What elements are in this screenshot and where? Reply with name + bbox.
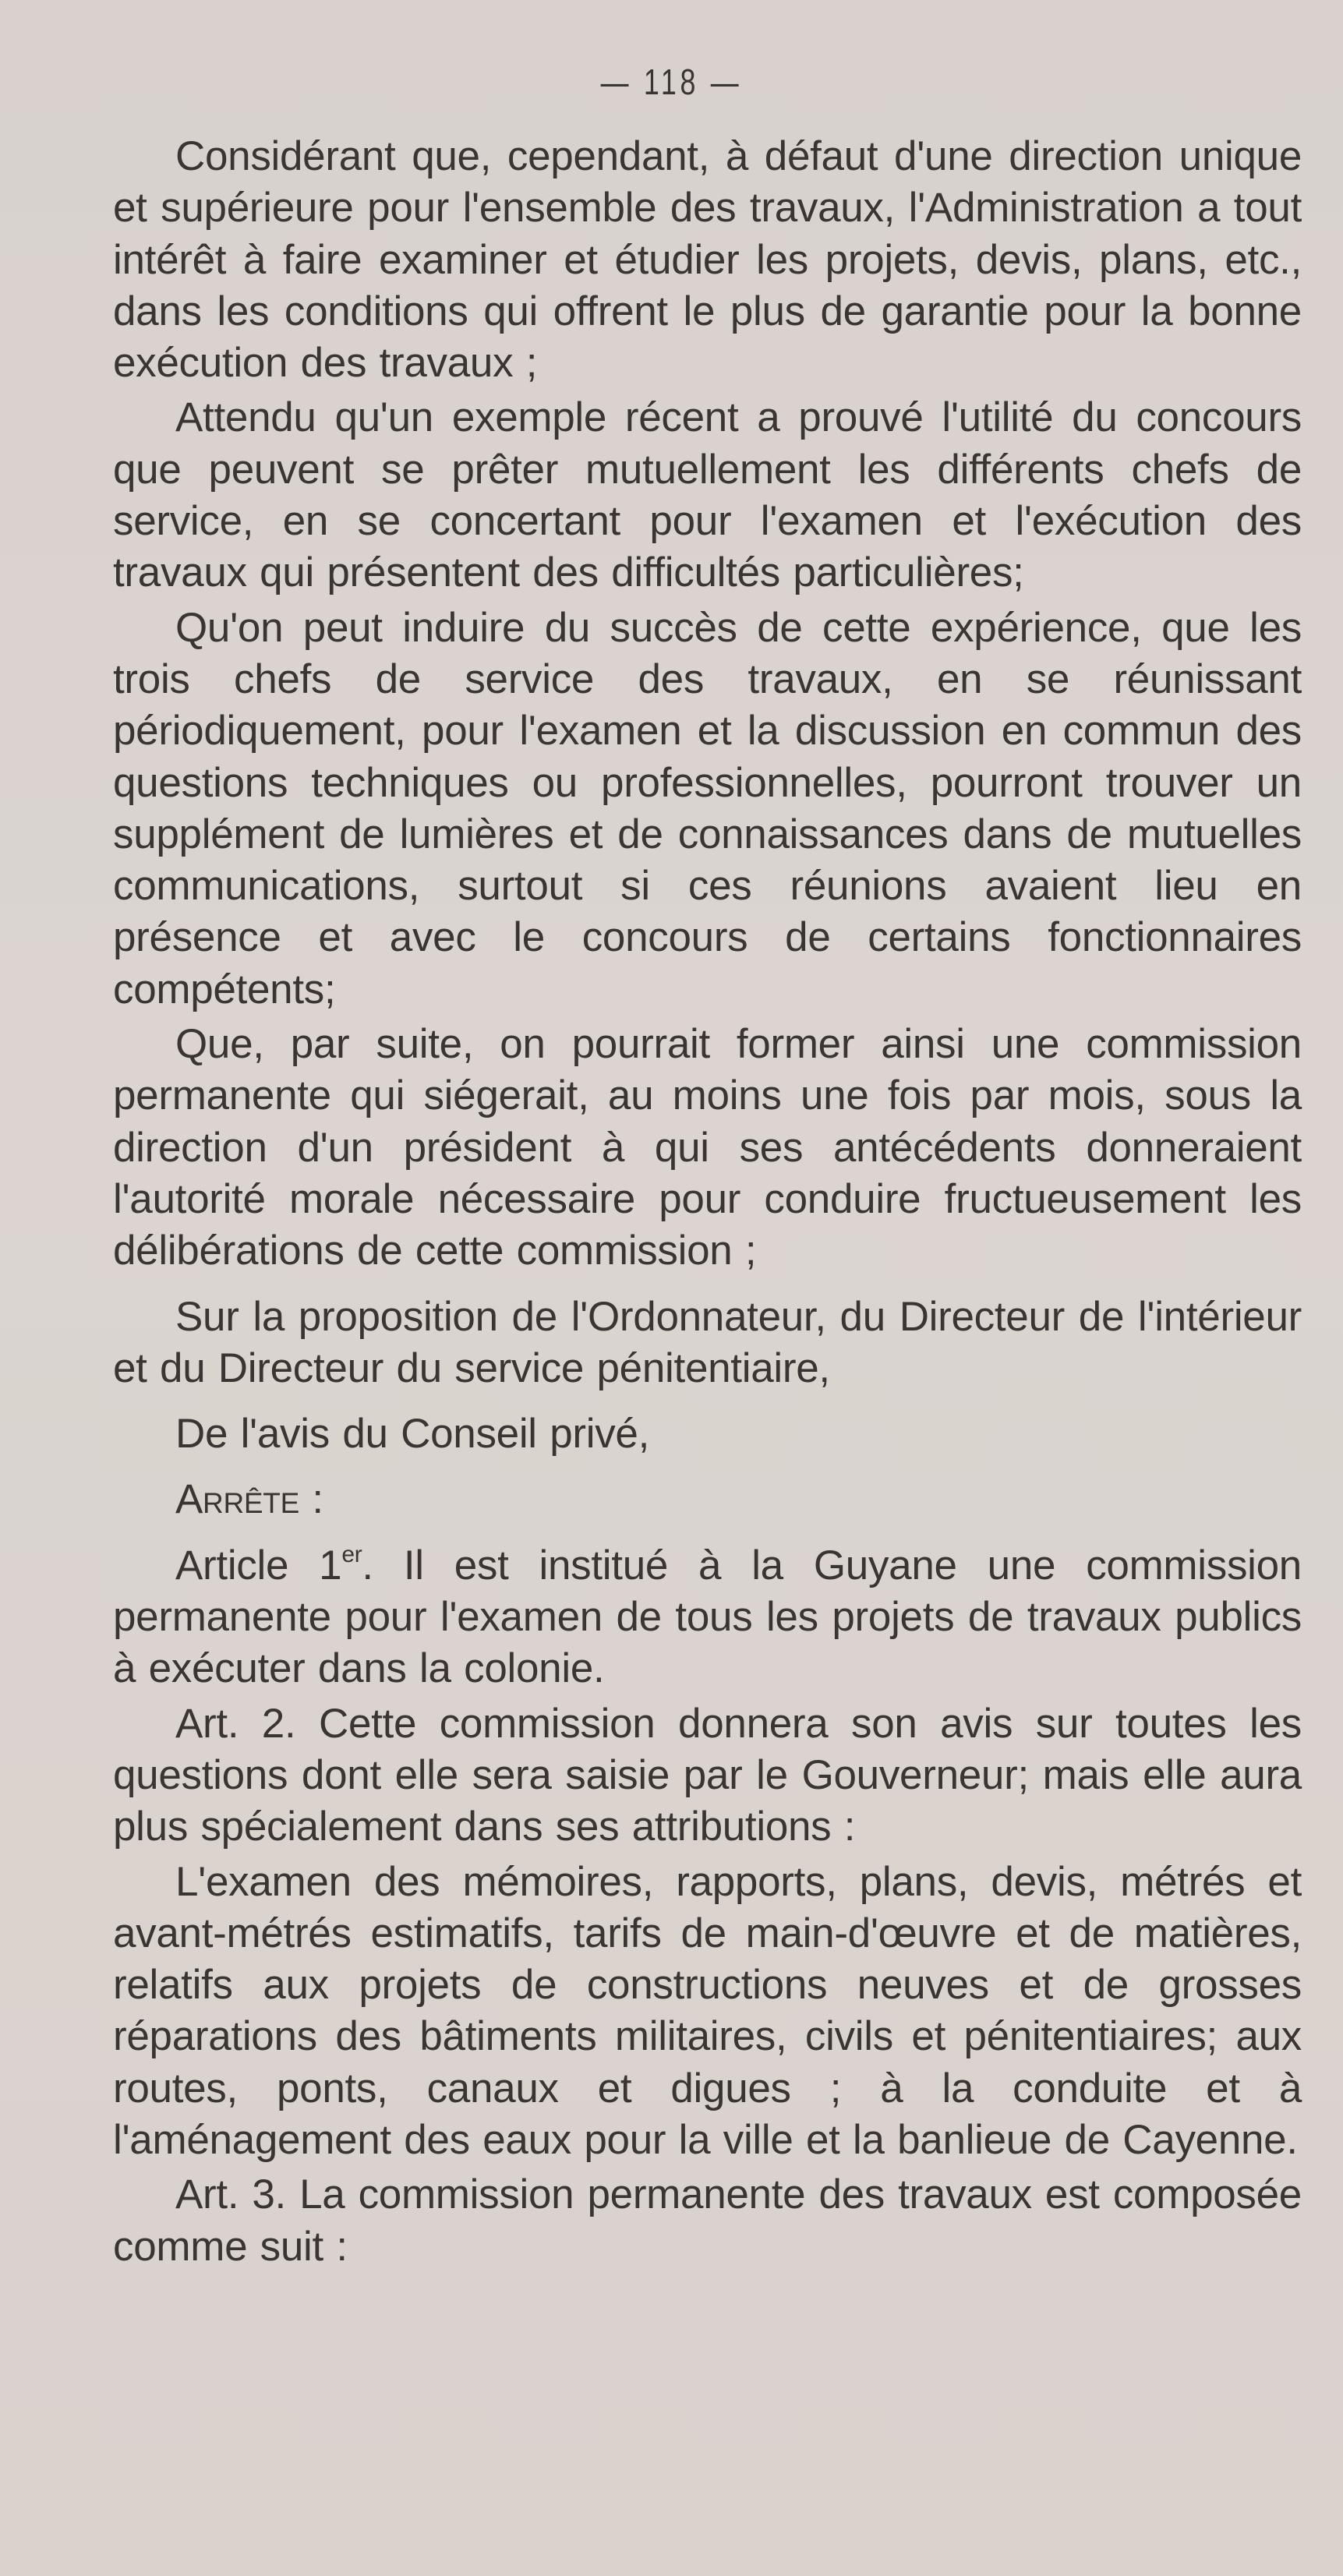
article-1-text: . Il est institué à la Guyane une commission permanente pour l'examen de tous les projets de travaux publics à exécuter dans la colonie. bbox=[113, 1542, 1302, 1692]
paragraph-examen: L'examen des mémoires, rapports, plans, devis, métrés et avant-métrés estimatifs, tarifs de main-d'œuvre et de matières, relatifs aux projets de constructions neuves et de grosses réparations des bâtiments militaires, civils et pénitentiaires; aux routes, ponts, canaux et digues ; à la conduite et à l'aménagement des eaux pour la ville et la banlieue de Cayenne. bbox=[113, 1858, 1302, 2163]
article-2: Art. 2. Cette commission donnera son avis sur toutes les questions dont elle sera saisie par le Gouverneur; mais elle aura plus spécialement dans ses attributions : bbox=[113, 1700, 1302, 1850]
article-1 bbox=[113, 1540, 1302, 1695]
heading-arrete: Arrête : bbox=[175, 1476, 323, 1523]
article-1-label: Article 1 bbox=[175, 1542, 342, 1588]
paragraph-induire: Qu'on peut induire du succès de cette expérience, que les trois chefs de service des travaux, en se réunissant périodiquement, pour l'examen et la discussion en commun des questions techniques ou professionnelles, pourront trouver un supplément de lumières et de connaissances dans de mutuelles communications, surtout si ces réunions avaient lieu en présence et avec le concours de certains fonctionnaires compétents; bbox=[113, 604, 1302, 1012]
paragraph-proposition: Sur la proposition de l'Ordonnateur, du Directeur de l'intérieur et du Directeur du service pénitentiaire, bbox=[113, 1293, 1302, 1391]
article-3: Art. 3. La commission permanente des travaux est composée comme suit : bbox=[113, 2171, 1302, 2270]
paragraph-attendu: Attendu qu'un exemple récent a prouvé l'utilité du concours que peuvent se prêter mutuellement les différents chefs de service, en se concertant pour l'examen et l'exécution des travaux qui présentent des difficultés particulières; bbox=[113, 394, 1302, 596]
paragraph-avis-conseil: De l'avis du Conseil privé, bbox=[175, 1411, 650, 1458]
page-number: — 118 — bbox=[600, 62, 743, 102]
document-body bbox=[113, 131, 1302, 2273]
paragraph-commission-permanente: Que, par suite, on pourrait former ainsi une commission permanente qui siégerait, au moins une fois par mois, sous la direction d'un président à qui ses antécédents donneraient l'autorité morale nécessaire pour conduire fructueusement les délibérations de cette commission ; bbox=[113, 1021, 1302, 1274]
article-1-superscript: er bbox=[341, 1541, 362, 1567]
paragraph-considerant: Considérant que, cependant, à défaut d'une direction unique et supérieure pour l'ensemble des travaux, l'Administration a tout intérêt à faire examiner et étudier les projets, devis, plans, etc., dans les conditions qui offrent le plus de garantie pour la bonne exécution des travaux ; bbox=[113, 133, 1302, 387]
